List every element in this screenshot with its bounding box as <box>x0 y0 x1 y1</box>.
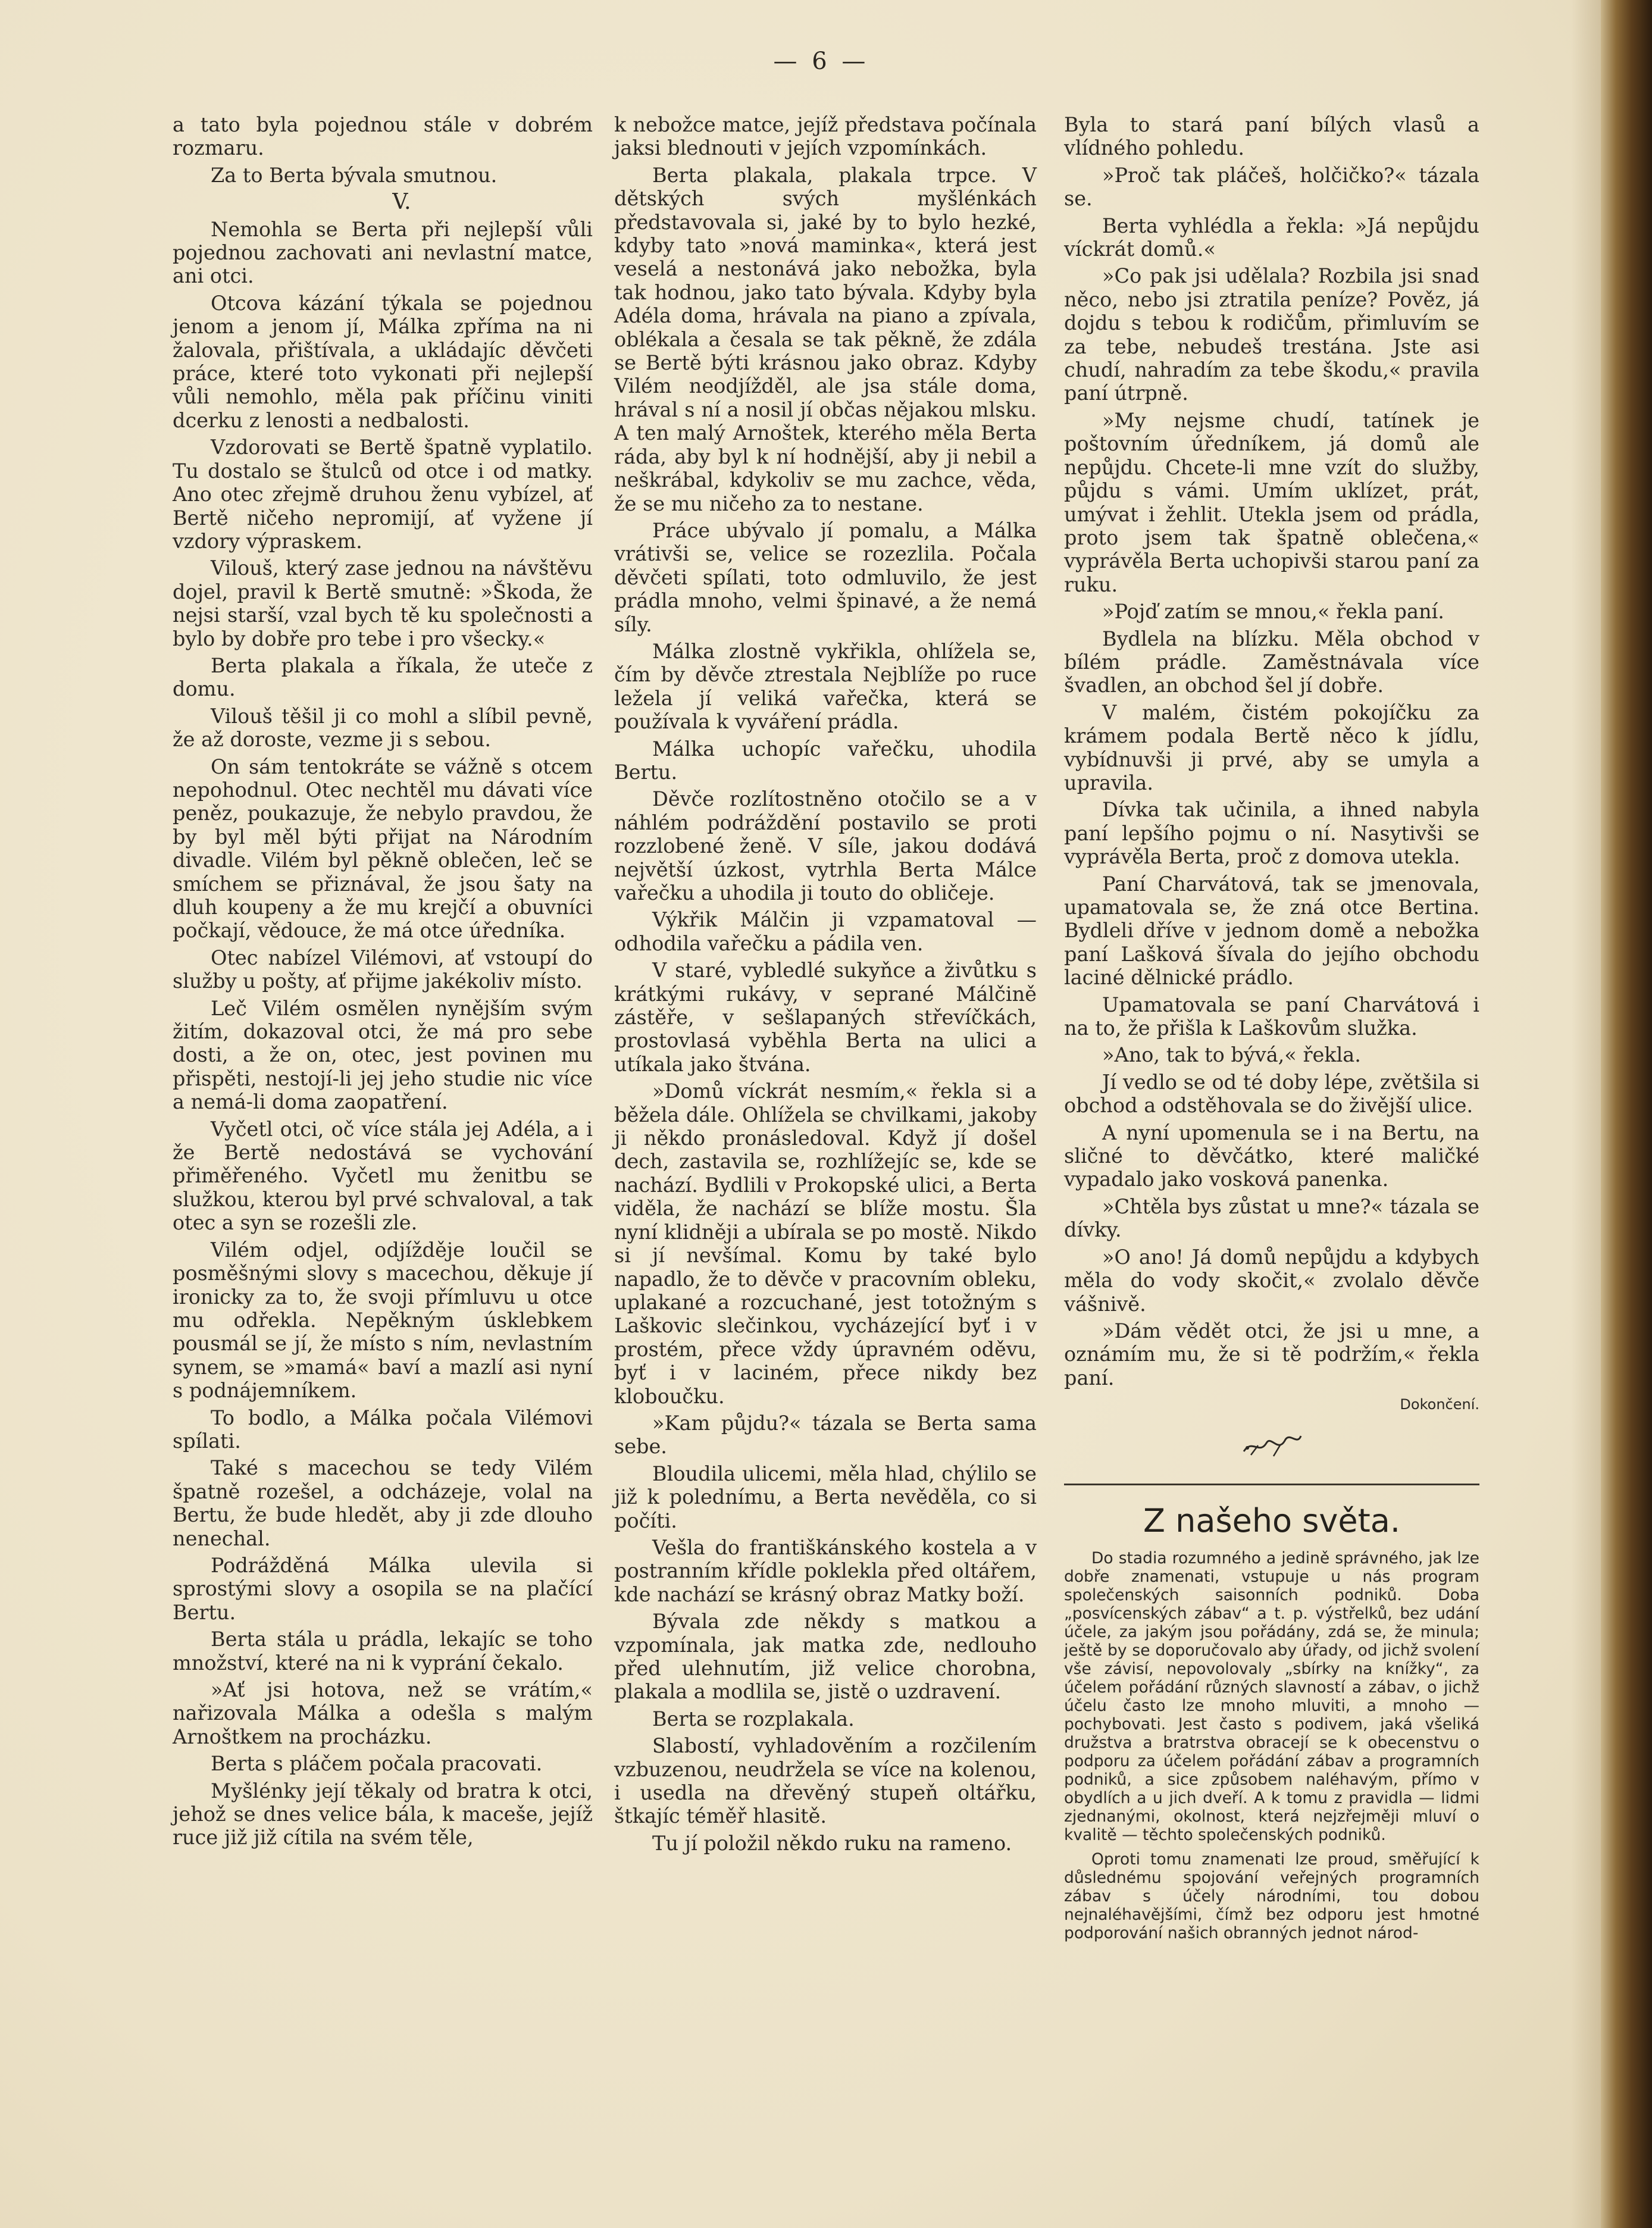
paragraph: Berta stála u prádla, lekajíc se toho množství, které na ni k vyprání čekalo. <box>173 1628 593 1675</box>
paragraph: On sám tentokráte se vážně s otcem nepohodnul. Otec nechtěl mu dávati více peněz, poukazuje, že nebylo pravdou, že by byl měl býti přijat na Národním divadle. Vilém byl pěkně oblečen, leč se smíchem se přiznával, že jsou šaty na dluh koupeny a že mu krejčí a obuvníci počkají, vědouce, že má otce úředníka. <box>173 755 593 943</box>
paragraph: Bydlela na blízku. Měla obchod v bílém prádle. Zaměstnávala více švadlen, an obchod šel jí dobře. <box>1064 627 1479 697</box>
paragraph: Bloudila ulicemi, měla hlad, chýlilo se již k polednímu, a Berta nevěděla, co si počíti. <box>614 1462 1037 1532</box>
paragraph: a tato byla pojednou stále v dobrém rozmaru. <box>173 113 593 160</box>
paragraph: Berta se rozplakala. <box>652 1707 855 1731</box>
paragraph: Vešla do františkánského kostela a v postranním křídle poklekla před oltářem, kde nachází se krásný obraz Matky boží. <box>614 1535 1037 1606</box>
paragraph: Vyčetl otci, oč více stála jej Adéla, a i že Bertě nedostává se vychování přiměřeného. Vyčetl mu ženitbu se služkou, kterou byl prvé schvaloval, a tak otec a syn se rozešli zle. <box>173 1117 593 1235</box>
column-middle <box>614 113 1037 1858</box>
paragraph: Málka zlostně vykřikla, ohlížela se, čím by děvče ztrestala Nejblíže po ruce ležela jí veliká vařečka, která se používala k vyváření prádla. <box>614 639 1037 734</box>
paragraph: Za to Berta bývala smutnou. <box>211 163 498 187</box>
paragraph: Paní Charvátová, tak se jmenovala, upamatovala se, že zná otce Bertina. Bydleli dříve v jednom domě a nebožka paní Lašková šívala do jejího obchodu laciné dělnické prádlo. <box>1064 872 1479 990</box>
section-divider <box>1064 1484 1479 1485</box>
story-continuation <box>1064 113 1479 1390</box>
paragraph: A nyní upomenula se i na Bertu, na sličné to děvčátko, které maličké vypadalo jako vosková panenka. <box>1064 1121 1479 1191</box>
ornament-icon <box>1064 1428 1479 1466</box>
column-left <box>173 113 593 1853</box>
paragraph: »Ať jsi hotova, než se vrátím,« nařizovala Málka a odešla s malým Arnoštkem na procházku. <box>173 1678 593 1748</box>
paragraph: Vilém odjel, odjížděje loučil se posměšnými slovy s macechou, děkuje jí ironicky za to, že svoji přímluvu u otce mu odřekla. Nepěkným úsklebkem pousmál se jí, že místo s ním, nevlastním synem, se »mamá« baví a mazlí asi nyní s podnájemníkem. <box>173 1238 593 1403</box>
paragraph: Tu jí položil někdo ruku na rameno. <box>652 1831 1012 1855</box>
paragraph: Práce ubývalo jí pomalu, a Málka vrátivši se, velice se rozezlila. Počala děvčeti spílati, toto odmluvilo, že jest prádla mnoho, velmi špinavé, a že nemá síly. <box>614 518 1037 636</box>
paragraph: Děvče rozlítostněno otočilo se a v náhlém podráždění postavilo se proti rozzlobené ženě. V síle, jakou dodává největší úzkost, vytrhla Berta Málce vařečku a uhodila ji touto do obličeje. <box>614 787 1037 905</box>
column-right <box>1064 113 1479 1948</box>
paragraph: »Pojď zatím se mnou,« řekla paní. <box>1102 600 1444 624</box>
paragraph: Vzdorovati se Bertě špatně vyplatilo. Tu dostalo se štulců od otce i od matky. Ano otec zřejmě druhou ženu vybízel, ať Bertě ničeho nepromijí, ať vyžene jí vzdory výpraskem. <box>173 436 593 553</box>
paragraph: Málka uchopíc vařečku, uhodila Bertu. <box>614 737 1037 784</box>
paragraph: »Proč tak pláčeš, holčičko?« tázala se. <box>1064 163 1479 211</box>
paragraph: Podrážděná Málka ulevila si sprostými slovy a osopila se na plačící Bertu. <box>173 1553 593 1624</box>
binding-spine <box>1601 0 1652 2228</box>
paragraph: Slabostí, vyhladověním a rozčilením vzbuzenou, neudržela se více na kolenou, i usedla na dřevěný stupeň oltářku, štkajíc téměř hlasitě. <box>614 1734 1037 1828</box>
section-paragraph: Oproti tomu znamenati lze proud, směřující k důslednému spojování veřejných programních zábav s účely národními, tou dobou nejnaléhavějšími, čímž bez odporu jest hmotné podporování našich obranných jednot národ- <box>1064 1850 1479 1943</box>
section-body <box>1064 1549 1479 1942</box>
paragraph: Výkřik Málčin ji vzpamatoval — odhodila vařečku a pádila ven. <box>614 908 1037 955</box>
paragraph: Otec nabízel Vilémovi, ať vstoupí do služby u pošty, ať přijme jakékoliv místo. <box>173 946 593 993</box>
paragraph: Myšlénky její těkaly od bratra k otci, jehož se dnes velice bála, k maceše, jejíž ruce již již cítila na svém těle, <box>173 1779 593 1850</box>
paragraph: k nebožce matce, jejíž představa počínala jaksi blednouti v jejích vzpomínkách. <box>614 113 1037 160</box>
section-heading: Z našeho světa. <box>1143 1501 1400 1539</box>
paragraph: »O ano! Já domů nepůjdu a kdybych měla do vody skočit,« zvolalo děvče vášnivě. <box>1064 1245 1479 1316</box>
paragraph: Byla to stará paní bílých vlasů a vlídného pohledu. <box>1064 113 1479 160</box>
paragraph: To bodlo, a Málka počala Vilémovi spílati. <box>173 1406 593 1453</box>
paragraph: »Co pak jsi udělala? Rozbila jsi snad něco, nebo jsi ztratila peníze? Pověz, já dojdu s tebou k rodičům, přimluvím se za tebe, nebudeš trestána. Jste asi chudí, nahradím za tebe škodu,« pravila paní útrpně. <box>1064 264 1479 405</box>
paragraph: Vilouš těšil ji co mohl a slíbil pevně, že až doroste, vezme ji s sebou. <box>173 704 593 752</box>
paragraph: Berta s pláčem počala pracovati. <box>211 1752 543 1776</box>
paragraph: Leč Vilém osmělen nynějším svým žitím, dokazoval otci, že má pro sebe dosti, a že on, otec, jest povinen mu přispěti, nestojí-li jej jeho studie nic více a nemá-li doma zaopatření. <box>173 996 593 1114</box>
paragraph: »Dám vědět otci, že jsi u mne, a oznámím mu, že si tě podržím,« řekla paní. <box>1064 1319 1479 1390</box>
paragraph: Také s macechou se tedy Vilém špatně rozešel, a odcházeje, volal na Bertu, že bude hledět, aby ji zde dlouho nenechal. <box>173 1456 593 1550</box>
signature-continued: Dokončení. <box>1400 1396 1479 1413</box>
paragraph: Berta plakala, plakala trpce. V dětských svých myšlénkách představovala si, jaké by to bylo hezké, kdyby tato »nová maminka«, která jest veselá a nestonává jako nebožka, byla tak hodnou, jako tato bývala. Kdyby byla Adéla doma, hrávala na piano a zpívala, oblékala a česala se tak pěkně, že zdála se Bertě býti krásnou jako obraz. Kdyby Vilém neodjížděl, ale jsa stále doma, hrával s ní a nosil jí občas nějakou mlsku. A ten malý Arnoštek, kterého měla Berta ráda, aby byl k ní hodnější, aby ji nebil a neškrábal, kdykoliv se mu zachce, věda, že se mu ničeho za to nestane. <box>614 163 1037 515</box>
paragraph: Vilouš, který zase jednou na návštěvu dojel, pravil k Bertě smutně: »Škoda, že nejsi starší, vzal bych tě ku společnosti a bylo by dobře pro tebe i pro všecky.« <box>173 556 593 650</box>
paragraph: »Domů víckrát nesmím,« řekla si a běžela dále. Ohlížela se chvilkami, jakoby ji někdo pronásledoval. Když jí došel dech, zastavila se, rozhlížejíc se, kde se nachází. Bydlili v Prokopské ulici, a Berta viděla, že nachází se blíže mostu. Šla nyní klidněji a ubírala se po mostě. Nikdo si jí nevšímal. Komu by také bylo napadlo, že to děvče v pracovním obleku, uplakané a rozcuchané, jest totožným s Laškovic slečinkou, vycházející byť i v prostém, přece vždy úpravném oděvu, byť i v laciném, přece nikdy bez kloboučku. <box>614 1079 1037 1408</box>
paragraph: »Chtěla bys zůstat u mne?« tázala se dívky. <box>1064 1194 1479 1242</box>
chapter-heading: V. <box>392 190 411 215</box>
paragraph: Otcova kázání týkala se pojednou jenom a jenom jí, Málka zpříma na ni žalovala, přištívala, a ukládajíc děvčeti práce, které toto vykonati při nejlepší vůli nemohlo, měla pak příčinu viniti dcerku z lenosti a nedbalosti. <box>173 291 593 432</box>
paragraph: »My nejsme chudí, tatínek je poštovním úředníkem, já domů ale nepůjdu. Chcete-li mne vzít do služby, půjdu s vámi. Umím uklízet, prát, umývat i žehlit. Utekla jsem od prádla, proto jsem tak špatně oblečena,« vyprávěla Berta uchopivši starou paní za ruku. <box>1064 408 1479 596</box>
section-paragraph: Do stadia rozumného a jedině správného, jak lze dobře znamenati, vstupuje u nás program společenských saisonních podniků. Doba „posvícenských zábav“ a t. p. výstřelků, bez udání účele, za jakým jsou pořádány, zdá se, že minula; ještě by se doporučovalo aby úřady, od jichž svolení vše závisí, nepovolovaly „sbírky na knížky“, za účelem pořádání různých slavností a zábav, o jichž účelu často lze mnoho mluviti, a mnoho — pochybovati. Jest často s podivem, jaká všeliká družstva a bratrstva obracejí se k obecenstvu o podporu za účelem pořádání zábav a programních podniků, a sice způsobem naléhavým, přímo v obydlích a u jich dveří. A k tomu z pravidla — lidmi zjednanými, okolnost, která nejzřejměji mluví o kvalitě — těchto společenských podniků. <box>1064 1549 1479 1845</box>
paragraph: V staré, vybledlé sukyňce a živůtku s krátkými rukávy, v seprané Málčině zástěře, v sešlapaných střevíčkách, prostovlasá vyběhla Berta na ulici a utíkala jako štvána. <box>614 959 1037 1076</box>
paragraph: V malém, čistém pokojíčku za krámem podala Bertě něco k jídlu, vybídnuvši ji prvé, aby se umyla a upravila. <box>1064 700 1479 794</box>
paragraph: »Kam půjdu?« tázala se Berta sama sebe. <box>614 1411 1037 1459</box>
paragraph: Dívka tak učinila, a ihned nabyla paní lepšího pojmu o ní. Nasytivši se vyprávěla Berta, proč z domova utekla. <box>1064 798 1479 869</box>
paragraph: »Ano, tak to bývá,« řekla. <box>1102 1043 1361 1067</box>
page-number: — 6 — <box>773 48 869 75</box>
paragraph: Jí vedlo se od té doby lépe, zvětšila si obchod a odstěhovala se do živější ulice. <box>1064 1070 1479 1118</box>
paragraph: Bývala zde někdy s matkou a vzpomínala, jak matka zde, nedlouho před ulehnutím, již velice chorobna, plakala a modlila se, jistě o uzdravení. <box>614 1610 1037 1704</box>
paragraph: Upamatovala se paní Charvátová i na to, že přišla k Laškovům služka. <box>1064 993 1479 1040</box>
paragraph: Berta vyhlédla a řekla: »Já nepůjdu víckrát domů.« <box>1064 214 1479 261</box>
paragraph: Nemohla se Berta při nejlepší vůli pojednou zachovati ani nevlastní matce, ani otci. <box>173 217 593 288</box>
paragraph: Berta plakala a říkala, že uteče z domu. <box>173 653 593 701</box>
